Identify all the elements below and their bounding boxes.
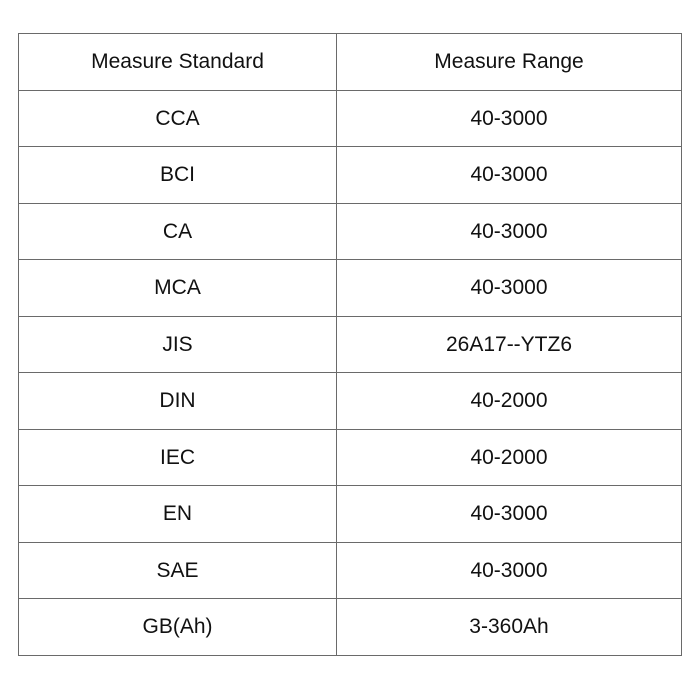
table-row bbox=[19, 542, 682, 599]
range-cell: 40-3000 bbox=[337, 542, 682, 599]
standard-cell: GB(Ah) bbox=[19, 599, 337, 656]
range-cell: 40-3000 bbox=[337, 486, 682, 543]
measure-table-container bbox=[18, 33, 681, 656]
header-measure-range: Measure Range bbox=[337, 34, 682, 91]
table-row bbox=[19, 486, 682, 543]
standard-cell: EN bbox=[19, 486, 337, 543]
table-row bbox=[19, 429, 682, 486]
standard-cell: MCA bbox=[19, 260, 337, 317]
range-cell: 26A17--YTZ6 bbox=[337, 316, 682, 373]
range-cell: 3-360Ah bbox=[337, 599, 682, 656]
header-measure-standard: Measure Standard bbox=[19, 34, 337, 91]
standard-cell: JIS bbox=[19, 316, 337, 373]
measure-table bbox=[18, 33, 682, 656]
table-row bbox=[19, 599, 682, 656]
standard-cell: IEC bbox=[19, 429, 337, 486]
standard-cell: CCA bbox=[19, 90, 337, 147]
standard-cell: CA bbox=[19, 203, 337, 260]
table-row bbox=[19, 316, 682, 373]
table-row bbox=[19, 90, 682, 147]
range-cell: 40-3000 bbox=[337, 147, 682, 204]
table-row bbox=[19, 203, 682, 260]
range-cell: 40-2000 bbox=[337, 373, 682, 430]
range-cell: 40-3000 bbox=[337, 90, 682, 147]
range-cell: 40-3000 bbox=[337, 260, 682, 317]
range-cell: 40-2000 bbox=[337, 429, 682, 486]
range-cell: 40-3000 bbox=[337, 203, 682, 260]
standard-cell: SAE bbox=[19, 542, 337, 599]
table-row bbox=[19, 373, 682, 430]
header-row bbox=[19, 34, 682, 91]
table-row bbox=[19, 147, 682, 204]
table-row bbox=[19, 260, 682, 317]
standard-cell: BCI bbox=[19, 147, 337, 204]
standard-cell: DIN bbox=[19, 373, 337, 430]
